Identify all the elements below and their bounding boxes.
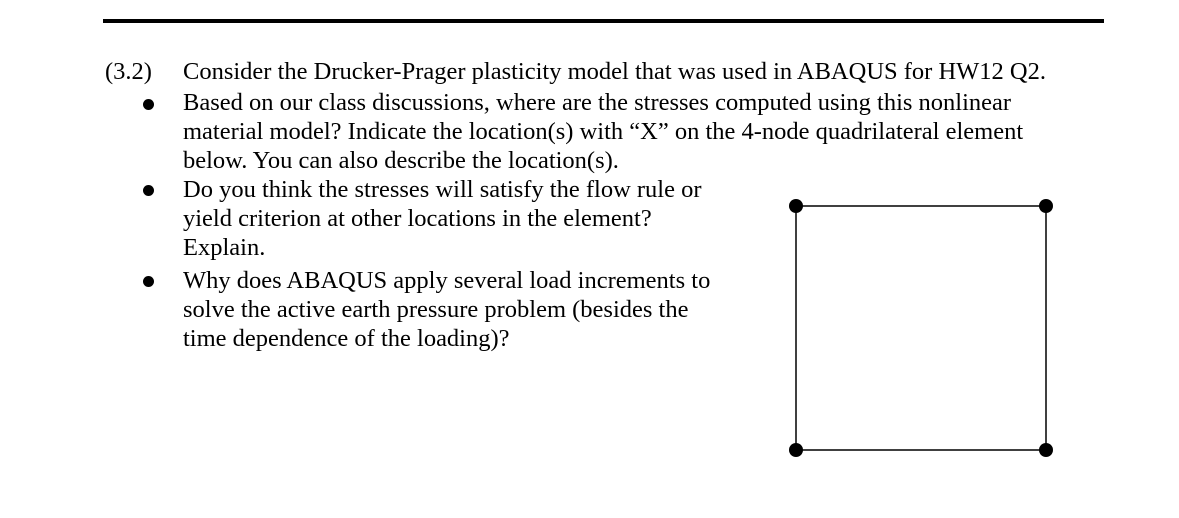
bullet-2-line-2: yield criterion at other locations in the element?: [183, 205, 652, 232]
element-boundary: [796, 206, 1046, 450]
top-rule: [103, 19, 1104, 23]
bullet-1-line-2: material model? Indicate the location(s) with “X” on the 4-node quadrilateral element: [183, 118, 1024, 145]
node-bottom-left: [789, 443, 803, 457]
bullet-2-line-1: Do you think the stresses will satisfy the flow rule or: [183, 176, 702, 203]
bullet-1-line-3: below. You can also describe the location(s).: [183, 147, 619, 174]
node-top-right: [1039, 199, 1053, 213]
bullet-icon: [143, 185, 154, 196]
question-number: (3.2): [105, 58, 152, 85]
bullet-icon: [143, 99, 154, 110]
bullet-3-line-2: solve the active earth pressure problem (besides the: [183, 296, 689, 323]
bullet-2-line-3: Explain.: [183, 234, 266, 261]
question-intro: Consider the Drucker-Prager plasticity model that was used in ABAQUS for HW12 Q2.: [183, 58, 1046, 85]
bullet-3-line-1: Why does ABAQUS apply several load increments to: [183, 267, 711, 294]
bullet-icon: [143, 276, 154, 287]
node-bottom-right: [1039, 443, 1053, 457]
quadrilateral-element-figure: [785, 195, 1057, 463]
node-top-left: [789, 199, 803, 213]
bullet-3-line-3: time dependence of the loading)?: [183, 325, 510, 352]
bullet-1-line-1: Based on our class discussions, where are the stresses computed using this nonlinear: [183, 89, 1012, 116]
